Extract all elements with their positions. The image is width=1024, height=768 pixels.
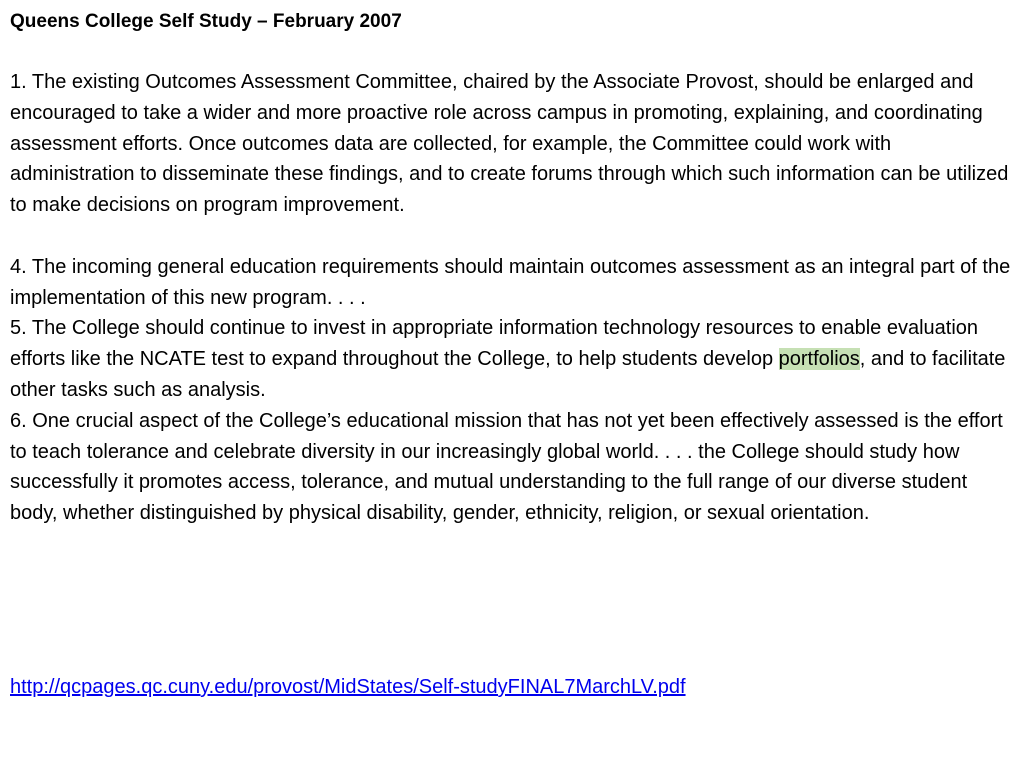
paragraph-6: 6. One crucial aspect of the College’s educational mission that has not yet been effectively assessed is the effort to teach tolerance and celebrate diversity in our increasingly global world. . . . the College should study how successfully it promotes access, tolerance, and mutual understanding to the full range of our diverse student body, whether distinguished by physical disability, gender, ethnicity, religion, or sexual orientation. — [10, 409, 1003, 525]
slide-title: Queens College Self Study – February 2007 — [10, 11, 402, 32]
paragraph-5 — [10, 313, 1016, 405]
slide-content — [10, 8, 1016, 529]
source-url-link[interactable]: http://qcpages.qc.cuny.edu/provost/MidStates/Self-studyFINAL7MarchLV.pdf — [10, 676, 686, 698]
paragraph-5-text-after: , and to facilitate other tasks such as analysis. — [10, 348, 1006, 401]
paragraph-5-text-before: 5. The College should continue to invest in appropriate information technology resources to enable evaluation efforts like the NCATE test to expand throughout the College, to help students develop — [10, 317, 979, 371]
paragraph-4: 4. The incoming general education requirements should maintain outcomes assessment as an integral part of the implementation of this new program. . . . — [10, 255, 1011, 309]
paragraph-1: 1. The existing Outcomes Assessment Committee, chaired by the Associate Provost, should be enlarged and encouraged to take a wider and more proactive role across campus in promoting, explaining, and coordinating assessment efforts. Once outcomes data are collected, for example, the Committee could work with administration to disseminate these findings, and to create forums through which such information can be utilized to make decisions on program improvement. — [10, 71, 1009, 217]
paragraph-gap — [10, 221, 1016, 252]
portfolios-link[interactable]: portfolios — [778, 348, 860, 371]
